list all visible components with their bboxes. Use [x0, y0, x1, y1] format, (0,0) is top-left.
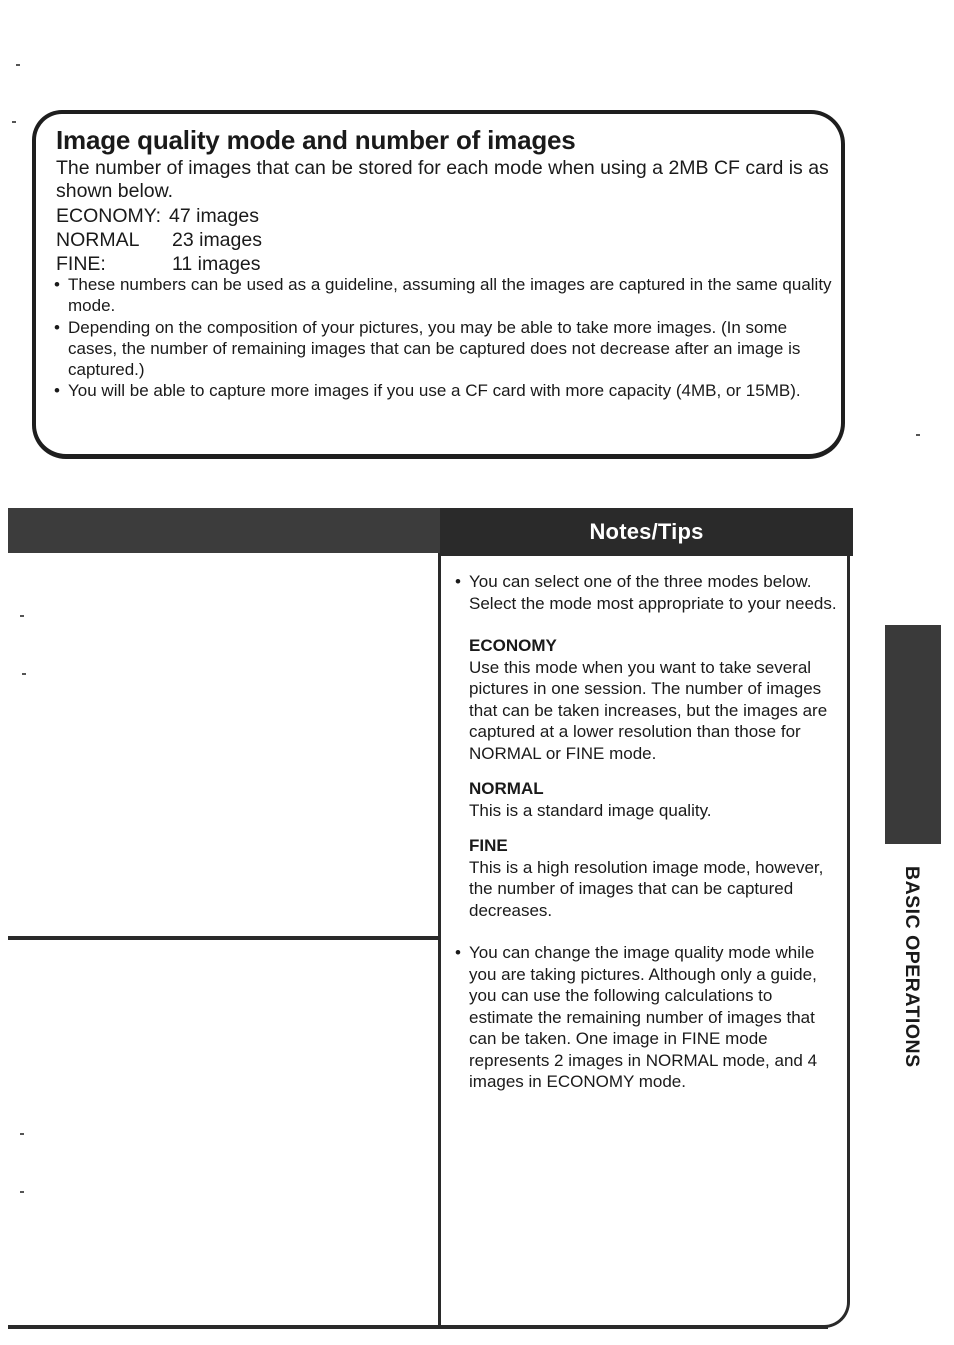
- notes-text: You can change the image quality mode while you are taking pictures. Although only a guide, you can use the following calculations to estimate the remaining number of images that can be taken. One image in FINE mode represents 2 images in NORMAL mode, and 4 images in ECONOMY mode.: [469, 943, 818, 1091]
- notes-header-bar: [440, 508, 853, 556]
- left-column-rule: [8, 936, 440, 940]
- scan-speck: [20, 1191, 24, 1193]
- scan-speck: [916, 434, 920, 436]
- bullet-text: Depending on the composition of your pictures, you may be able to take more images. (In some cases, the number of remaining images that can be captured does not decrease after an image is captured.): [68, 317, 801, 380]
- bullet-dot: •: [455, 943, 461, 962]
- bullet-dot: •: [54, 381, 60, 401]
- box-bullet-list: [54, 274, 839, 402]
- section-tab-label: BASIC OPERATIONS: [901, 866, 923, 1068]
- bottom-rule: [8, 1325, 828, 1329]
- scan-speck: [16, 64, 20, 66]
- list-item: [455, 571, 837, 614]
- scan-speck: [20, 1133, 24, 1135]
- bullet-text: You will be able to capture more images if you use a CF card with more capacity (4MB, or 15MB).: [68, 381, 801, 401]
- fine-heading: FINE: [469, 836, 508, 855]
- notes-body: [455, 571, 837, 1093]
- mode-row-fine: [56, 252, 262, 276]
- mode-row-economy: [56, 204, 262, 228]
- bullet-dot: •: [54, 275, 60, 294]
- list-item: [54, 274, 839, 317]
- mode-row-normal: [56, 228, 262, 252]
- image-quality-box: [32, 110, 845, 459]
- notes-right-border: [847, 553, 850, 1293]
- normal-text: This is a standard image quality.: [469, 800, 712, 820]
- economy-text: Use this mode when you want to take several pictures in one session. The number of images that can be taken increases, but the images are captured at a lower resolution than those for NORMAL or FINE mode.: [469, 657, 828, 763]
- mode-name: FINE:: [56, 253, 106, 275]
- list-item: [54, 317, 839, 381]
- notes-title: Notes/Tips: [589, 519, 704, 544]
- bullet-dot: •: [54, 317, 60, 337]
- list-item: [455, 942, 837, 1093]
- bullet-dot: •: [455, 572, 461, 591]
- mode-count: 23 images: [172, 229, 262, 251]
- bullet-text: These numbers can be used as a guideline, assuming all the images are captured in the same quality mode.: [68, 275, 832, 316]
- notes-text: Select the mode most appropriate to your needs.: [469, 593, 837, 613]
- mode-name: NORMAL: [56, 229, 140, 251]
- economy-heading: ECONOMY: [469, 636, 557, 655]
- list-item: [54, 380, 839, 401]
- scan-speck: [12, 121, 16, 123]
- box-title: Image quality mode and number of images: [56, 125, 576, 155]
- mode-name: ECONOMY:: [56, 205, 162, 227]
- scan-speck: [22, 673, 26, 675]
- notes-corner-border: [810, 1280, 850, 1328]
- section-tab: [885, 625, 941, 844]
- mode-count: 47 images: [169, 205, 259, 227]
- fine-text: This is a high resolution image mode, however, the number of images that can be captured decreases.: [469, 857, 824, 920]
- normal-heading: NORMAL: [469, 779, 544, 798]
- mode-count: 11 images: [172, 253, 261, 275]
- scan-speck: [20, 615, 24, 617]
- box-intro: The number of images that can be stored for each mode when using a 2MB CF card is as shown below.: [56, 157, 829, 202]
- notes-text: You can select one of the three modes below.: [469, 572, 812, 591]
- mode-list: [56, 204, 262, 276]
- left-column-header-bar: [8, 508, 440, 553]
